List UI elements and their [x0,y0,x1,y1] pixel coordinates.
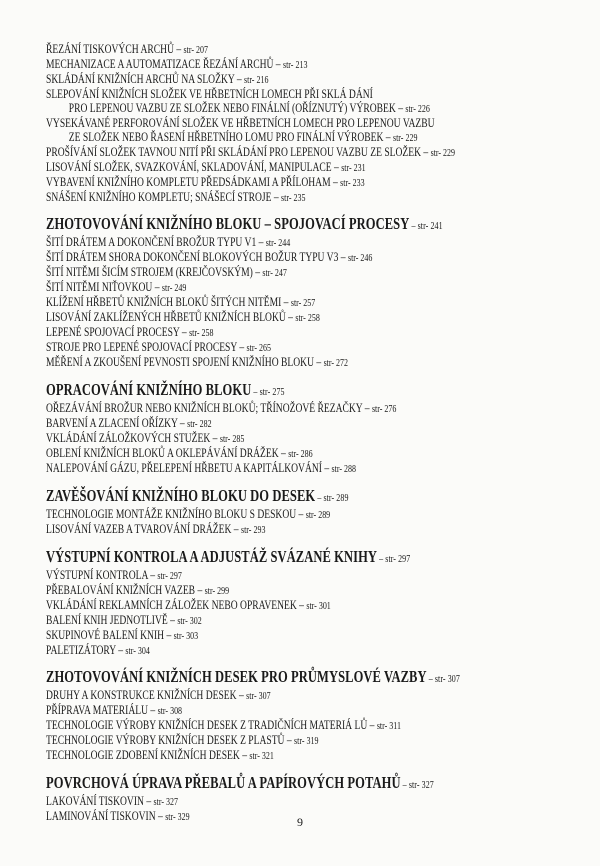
table-of-contents [46,43,563,834]
separator: – [383,129,393,144]
separator: – [152,280,162,295]
toc-entry [46,251,563,266]
entry-title: PŘEBALOVÁNÍ KNIŽNÍCH VAZEB [46,582,196,597]
entry-title: LISOVÁNÍ VAZEB A TVAROVÁNÍ DRÁŽEK [46,521,232,536]
page-number: 9 [297,815,303,829]
section-title: ZHOTOVOVÁNÍ KNIŽNÍHO BLOKU – SPOJOVACÍ PROCESY [46,214,410,234]
entry-title: PALETIZÁTORY [46,642,119,657]
entry-title: LAMINOVÁNÍ TISKOVIN [46,809,156,824]
toc-entry [46,523,563,538]
entry-page: str- 286 [288,448,313,460]
entry-page: str- 302 [177,615,202,627]
separator: – [321,460,332,475]
entry-title: ŘEZÁNÍ TISKOVÝCH ARCHŮ [46,42,174,56]
toc-entry [46,131,563,146]
entry-page: str- 213 [282,59,308,71]
entry-page: str- 304 [125,645,150,657]
entry-title: SKUPINOVÉ BALENÍ KNIH [46,627,165,642]
entry-title: VÝSTUPNÍ KONTROLA [46,567,148,582]
toc-entry [46,749,563,764]
entry-page: str- 293 [240,524,266,536]
toc-entry [46,584,563,599]
separator: – [395,100,406,115]
entry-title: LAKOVÁNÍ TISKOVIN [46,794,144,809]
section-page: str- 241 [417,221,443,233]
separator: – [271,189,282,204]
entry-title: PRO LEPENOU VAZBU ZE SLOŽEK NEBO FINÁLNÍ (OŘÍZNUTÝ) VÝROBEK [68,100,396,115]
entry-title: ŠITÍ NITĚMI NIŤOVKOU [46,280,153,295]
entry-title: OŘEZÁVÁNÍ BROŽUR NEBO KNIŽNÍCH BLOKŮ; TŘÍNOŽOVÉ ŘEZAČKY [46,401,363,416]
separator: – [330,174,341,189]
separator: – [234,71,244,86]
toc-section [46,547,563,659]
separator: – [252,265,263,280]
toc-entry [46,689,563,704]
entry-page: str- 231 [341,162,366,174]
entry-title: LEPENÉ SPOJOVACÍ PROCESY [46,325,180,340]
entry-page: str- 258 [189,328,214,340]
section-title: OPRACOVÁNÍ KNIŽNÍHO BLOKU [46,380,252,400]
section-heading [46,773,563,795]
separator: – [231,521,241,536]
toc-entry [46,795,563,810]
entry-title: VKLÁDÁNÍ REKLAMNÍCH ZÁLOŽEK NEBO OPRAVENEK [46,597,297,612]
toc-entry [46,58,563,73]
separator: – [409,221,418,233]
toc-entry [46,161,563,176]
separator: – [331,159,342,174]
entry-title: VYSEKÁVANÉ PERFOROVÁNÍ SLOŽEK VE HŘBETNÍCH LOMECH PRO LEPENOU VAZBU [46,115,435,130]
separator: – [239,748,250,763]
section-page: str- 307 [434,674,460,686]
entry-page: str- 282 [187,419,212,431]
entry-title: ŠITÍ NITĚMI ŠICÍM STROJEM (KREJČOVSKÝM) [46,265,253,280]
separator: – [338,250,348,265]
toc-entry [46,569,563,584]
entry-page: str- 299 [204,585,230,597]
entry-page: str- 311 [376,721,401,733]
separator: – [278,445,289,460]
section-title: POVRCHOVÁ ÚPRAVA PŘEBALŮ A PAPÍROVÝCH POTAHŮ [46,773,401,793]
separator: – [426,674,435,686]
entry-page: str- 289 [305,509,331,521]
separator: – [377,553,386,565]
entry-page: str- 229 [392,132,418,144]
separator: – [167,612,178,627]
toc-entry [46,102,563,117]
entry-page: str- 303 [173,630,199,642]
separator: – [362,401,372,416]
separator: – [177,416,188,431]
separator: – [315,492,324,504]
toc-entry [46,629,563,644]
separator: – [284,733,295,748]
entry-page: str- 265 [246,343,271,355]
entry-title: LISOVÁNÍ ZAKLÍŽENÝCH HŘBETŮ KNIŽNÍCH BLOKŮ [46,310,286,325]
entry-page: str- 258 [295,313,320,325]
toc-entry [46,176,563,191]
separator: – [236,340,247,355]
separator: – [164,627,174,642]
entry-page: str- 327 [153,797,178,809]
toc-section [46,214,563,371]
separator: – [313,355,324,370]
toc-entry [46,191,563,206]
entry-page: str- 233 [340,177,365,189]
toc-entry [46,43,563,58]
toc-entry [46,462,563,477]
separator: – [148,703,158,718]
toc-entry [46,236,563,251]
entry-page: str- 301 [306,600,331,612]
entry-page: str- 249 [161,283,187,295]
entry-title: BALENÍ KNIH JEDNOTLIVĚ [46,612,168,627]
entry-title: TECHNOLOGIE ZDOBENÍ KNIŽNÍCH DESEK [46,748,240,763]
entry-page: str- 276 [371,404,397,416]
toc-entry [46,402,563,417]
entry-title: PROŠÍVÁNÍ SLOŽEK TAVNOU NITÍ PŘI SKLÁDÁNÍ PRO LEPENOU VAZBU ZE SLOŽEK [46,144,422,159]
toc-entry [46,432,563,447]
entry-title: SKLÁDÁNÍ KNIŽNÍCH ARCHŮ NA SLOŽKY [46,71,235,86]
separator: – [285,310,296,325]
entry-title: VYBAVENÍ KNIŽNÍHO KOMPLETU PŘEDSÁDKAMI A PŘÍLOHAM [46,174,331,189]
entry-page: str- 329 [165,812,190,824]
entry-title: MECHANIZACE A AUTOMATIZACE ŘEZÁNÍ ARCHŮ [46,56,274,71]
separator: – [236,688,247,703]
toc-entry [46,447,563,462]
separator: – [256,235,266,250]
entry-page: str- 244 [265,238,291,250]
entry-page: str- 297 [157,570,182,582]
entry-title: TECHNOLOGIE VÝROBY KNIŽNÍCH DESEK Z PLASTŮ [46,733,285,748]
separator: – [281,295,291,310]
toc-entry [46,417,563,432]
toc-section [46,667,563,764]
separator: – [143,794,154,809]
section-title: VÝSTUPNÍ KONTROLA A ADJUSTÁŽ SVÁZANÉ KNIHY [46,546,378,566]
entry-title: ŠITÍ DRÁTEM SHORA DOKONČENÍ BLOKOVÝCH BOŽUR TYPU V3 [46,250,339,265]
section-heading [46,214,563,236]
entry-title: LISOVÁNÍ SLOŽEK, SVAZKOVÁNÍ, SKLADOVÁNÍ, MANIPULACE [46,159,332,174]
entry-page: str- 319 [294,736,319,748]
entry-page: str- 308 [157,706,183,718]
toc-entry [46,734,563,749]
toc-section [46,486,563,538]
toc-entry [46,326,563,341]
toc-entry [46,614,563,629]
entry-page: str- 257 [290,298,316,310]
entry-title: TECHNOLOGIE VÝROBY KNIŽNÍCH DESEK Z TRADIČNÍCH MATERIÁ LŮ [46,718,368,733]
section-heading [46,547,563,569]
toc-entry [46,356,563,371]
entry-title: SNÁŠENÍ KNIŽNÍHO KOMPLETU; SNÁŠECÍ STROJE [46,189,272,204]
toc-entry [46,88,563,102]
entry-page: str- 285 [219,433,245,445]
toc-entry [46,508,563,523]
section-title: ZHOTOVOVÁNÍ KNIŽNÍCH DESEK PRO PRŮMYSLOVÉ VAZBY [46,667,427,687]
entry-page: str- 229 [430,147,456,159]
entry-page: str- 246 [347,253,373,265]
entry-title: TECHNOLOGIE MONTÁŽE KNIŽNÍHO BLOKU S DESKOU [46,506,297,521]
separator: – [251,387,260,399]
toc-entry [46,644,563,659]
separator: – [296,506,306,521]
separator: – [173,42,184,56]
entry-title: VKLÁDÁNÍ ZÁLOŽKOVÝCH STUŽEK [46,430,211,445]
toc-entry [46,599,563,614]
section-title: ZAVĚŠOVÁNÍ KNIŽNÍHO BLOKU DO DESEK [46,485,316,505]
separator: – [400,780,409,792]
section-page: str- 327 [408,780,434,792]
section-page: str- 275 [259,387,285,399]
toc-entry [46,296,563,311]
entry-page: str- 307 [246,691,271,703]
entry-title: KLÍŽENÍ HŘBETŮ KNIŽNÍCH BLOKŮ ŠITÝCH NITĚMI [46,295,282,310]
entry-page: str- 216 [243,74,269,86]
toc-entry [46,266,563,281]
entry-title: NALEPOVÁNÍ GÁZU, PŘELEPENÍ HŘBETU A KAPITÁLKOVÁNÍ [46,460,322,475]
entry-page: str- 272 [323,358,349,370]
toc-entry [46,117,563,131]
toc-entry [46,73,563,88]
separator: – [118,642,126,657]
separator: – [179,325,190,340]
separator: – [273,56,283,71]
entry-title: PŘÍPRAVA MATERIÁLU [46,703,149,718]
entry-title: OBLENÍ KNIŽNÍCH BLOKŮ A OKLEPÁVÁNÍ DRÁŽEK [46,445,279,460]
entry-title: SLEPOVÁNÍ KNIŽNÍCH SLOŽEK VE HŘBETNÍCH LOMECH PŘI SKLÁ DÁNÍ [46,86,373,101]
separator: – [421,144,431,159]
toc-entry [46,311,563,326]
separator: – [155,809,166,824]
entry-page: str- 226 [405,103,430,115]
entry-page: str- 288 [331,463,356,475]
entry-page: str- 321 [249,751,274,763]
entry-page: str- 247 [262,268,287,280]
toc-entry [46,341,563,356]
toc-entry [46,146,563,161]
section-heading [46,486,563,508]
toc-section [46,43,563,205]
entry-page: str- 207 [183,45,209,56]
section-page: str- 289 [323,492,349,504]
separator: – [147,567,158,582]
separator: – [296,597,307,612]
section-page: str- 297 [385,553,411,565]
section-heading [46,380,563,402]
entry-title: BARVENÍ A ZLACENÍ OŘÍZKY [46,416,178,431]
separator: – [367,718,377,733]
entry-title: DRUHY A KONSTRUKCE KNIŽNÍCH DESEK [46,688,237,703]
toc-section [46,380,563,477]
section-heading [46,667,563,689]
entry-title: MĚŘENÍ A ZKOUŠENÍ PEVNOSTI SPOJENÍ KNIŽNÍHO BLOKU [46,355,314,370]
separator: – [210,430,220,445]
entry-title: ZE SLOŽEK NEBO ŘASENÍ HŘBETNÍHO LOMU PRO FINÁLNÍ VÝROBEK [68,129,384,144]
entry-page: str- 235 [281,192,306,204]
entry-title: ŠITÍ DRÁTEM A DOKONČENÍ BROŽUR TYPU V1 [46,235,257,250]
separator: – [195,582,205,597]
entry-title: STROJE PRO LEPENÉ SPOJOVACÍ PROCESY [46,340,237,355]
